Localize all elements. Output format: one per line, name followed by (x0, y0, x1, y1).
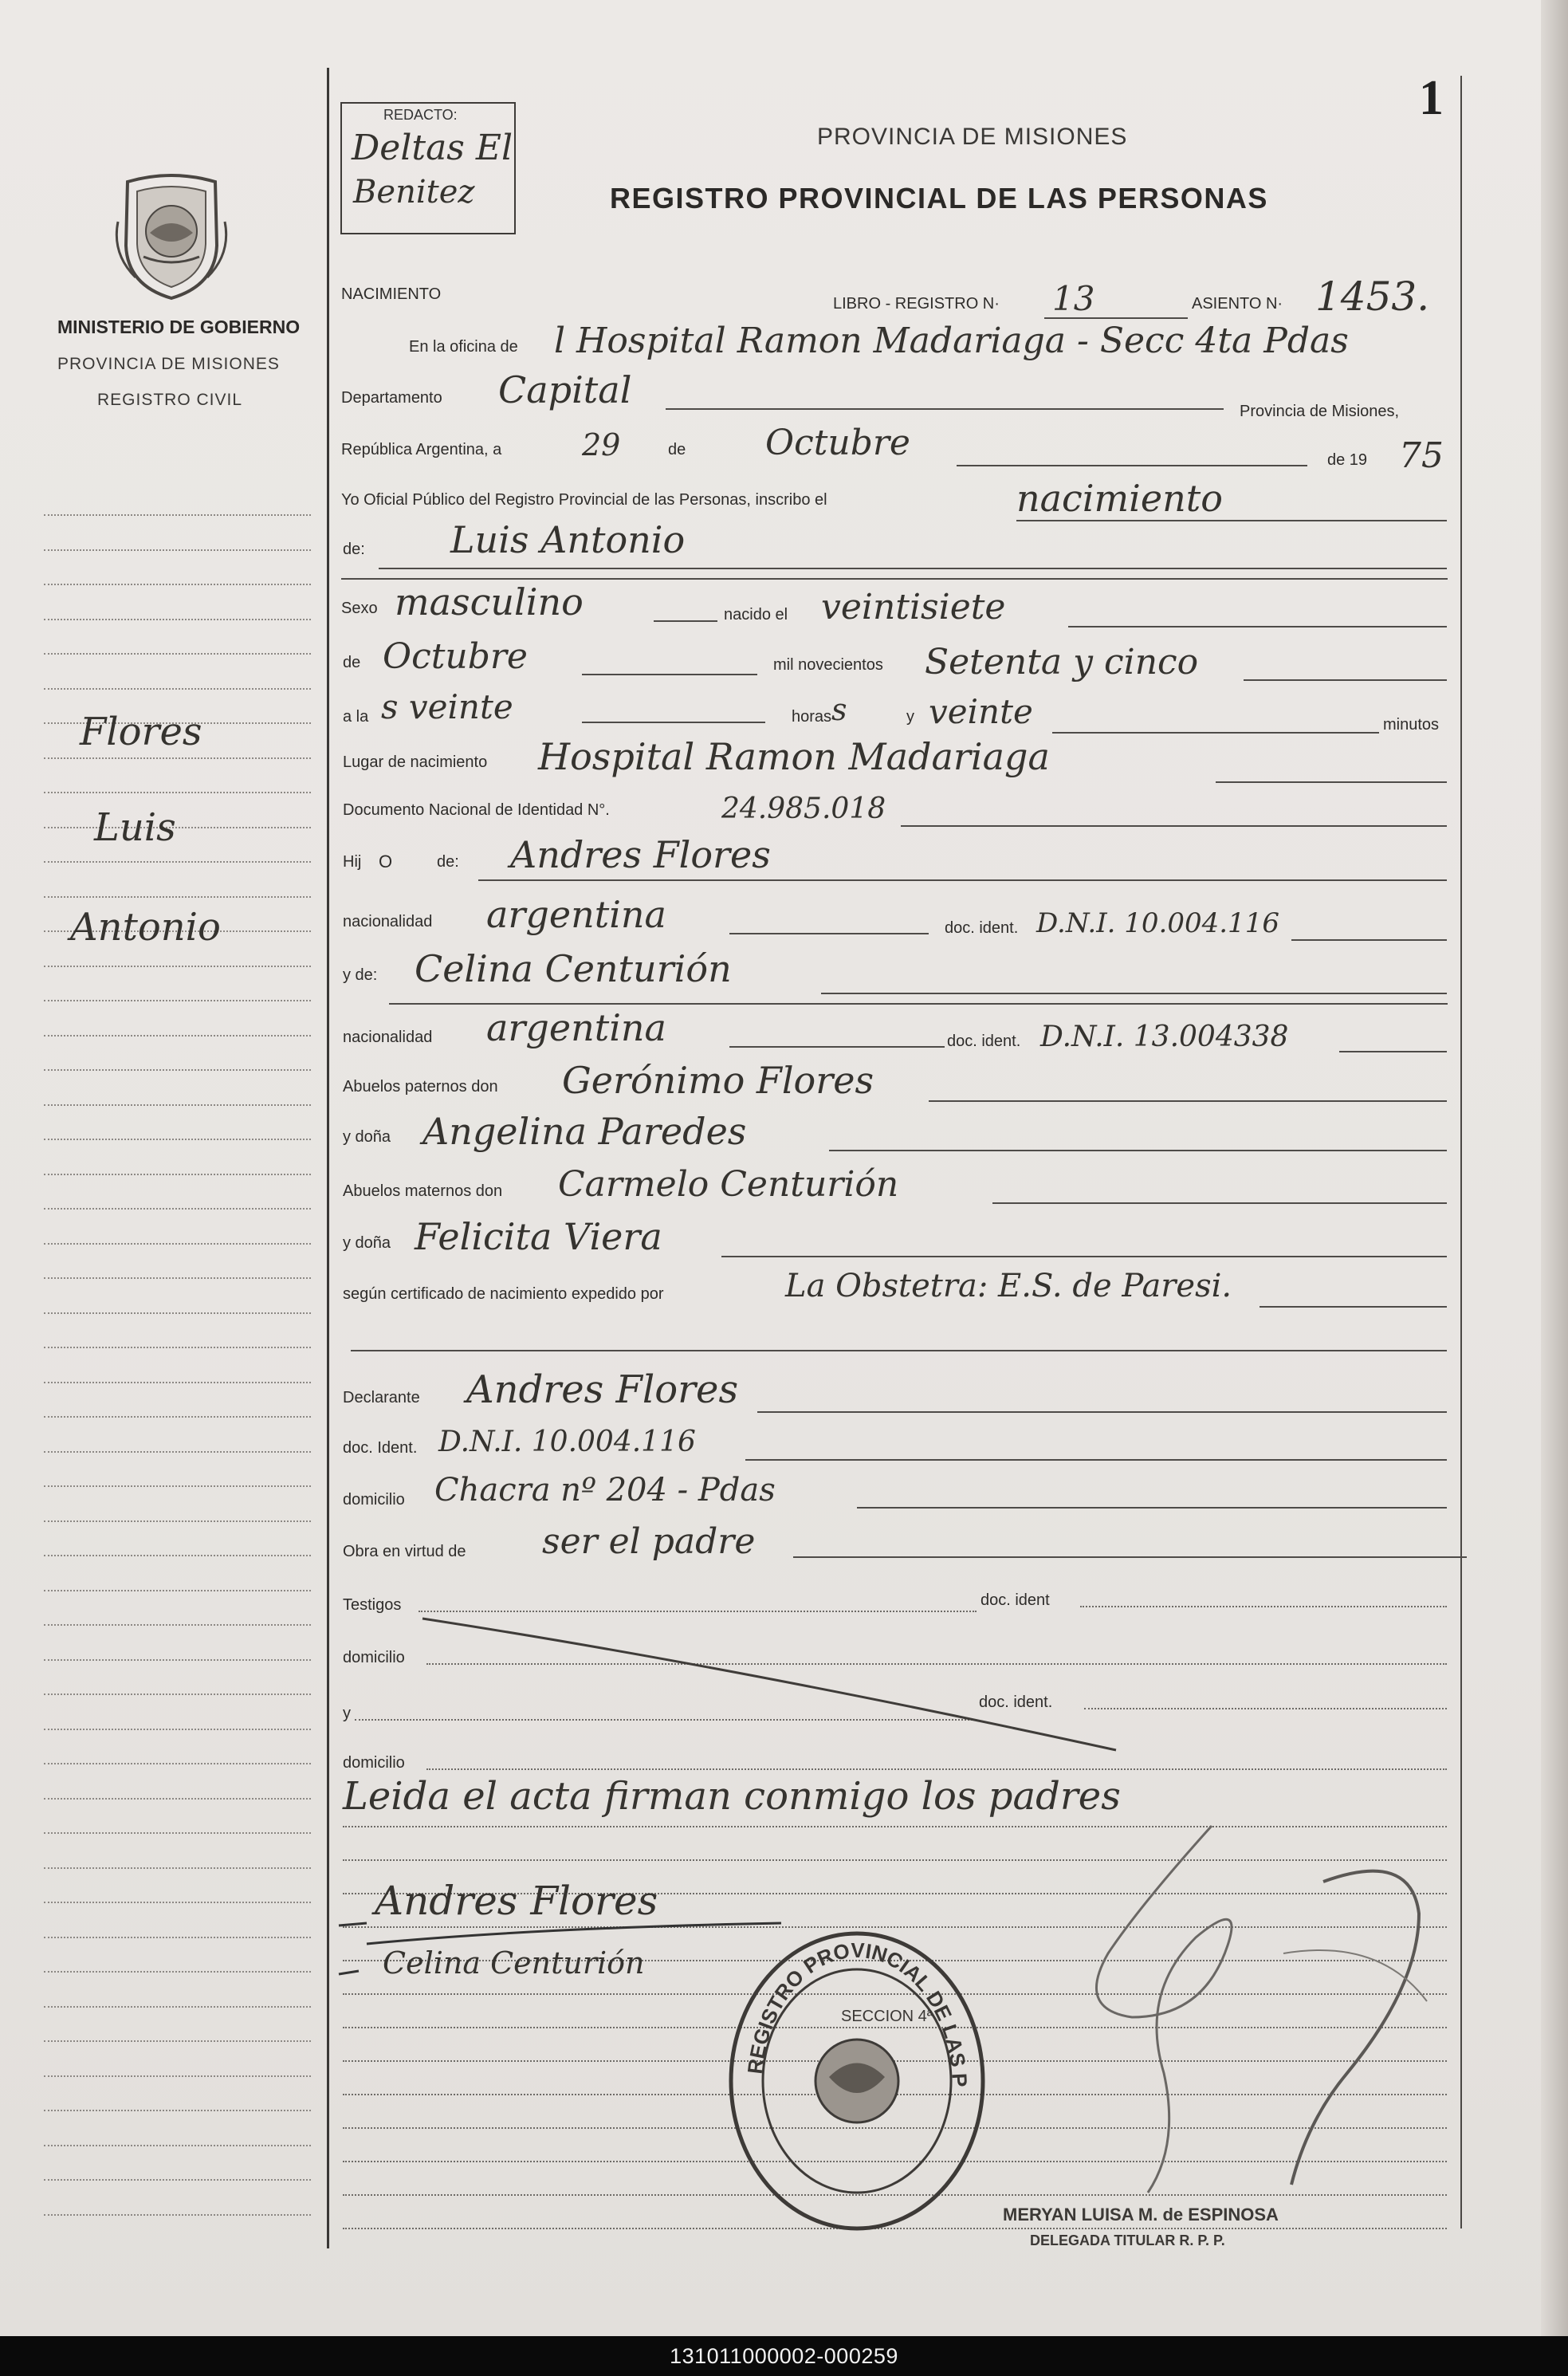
margin-dotted-line (44, 1312, 311, 1314)
de-label: de (668, 441, 686, 458)
departamento-value: Capital (498, 368, 632, 411)
nac2-value: argentina (486, 1006, 666, 1049)
sexo-label: Sexo (341, 600, 378, 617)
y-label: y (906, 708, 914, 726)
domicilio3-label: domicilio (343, 1754, 405, 1772)
de3-label: de (343, 654, 361, 671)
official-signature (1044, 1810, 1459, 2209)
margin-dotted-line (44, 1867, 311, 1869)
mil-label: mil novecientos (773, 656, 883, 674)
asiento-value: 1453. (1315, 273, 1430, 320)
year-value: 75 (1399, 435, 1444, 476)
abuelos-m-label: Abuelos maternos don (343, 1182, 503, 1200)
margin-name2: Antonio (70, 905, 221, 950)
margin-dotted-line (44, 1243, 311, 1245)
right-rule (1460, 76, 1462, 2228)
margin-dotted-line (44, 2110, 311, 2111)
ministry-name: MINISTERIO DE GOBIERNO (57, 317, 301, 337)
margin-dotted-line (44, 2179, 311, 2181)
margin-dotted-line (44, 1763, 311, 1764)
margin-dotted-line (44, 1590, 311, 1591)
margin-dotted-line (44, 1174, 311, 1175)
margin-dotted-line (44, 1520, 311, 1522)
doc1-value: D.N.I. 10.004.116 (1036, 907, 1279, 939)
docident2-label: doc. ident. (979, 1693, 1053, 1711)
month2-value: Octubre (383, 636, 528, 677)
stamp-inner-text: SECCION 4ª (841, 2008, 933, 2025)
provincia-suffix: Provincia de Misiones, (1240, 403, 1400, 420)
margin-dotted-line (44, 2040, 311, 2042)
signature-mother: Celina Centurión (383, 1945, 645, 1981)
abuelo-m-value: Carmelo Centurión (558, 1164, 899, 1205)
ministry-province: PROVINCIA DE MISIONES (57, 355, 280, 373)
day-value: 29 (582, 427, 621, 462)
margin-dotted-line (44, 1832, 311, 1834)
leida-text: Leida el acta firman conmigo los padres (343, 1774, 1121, 1819)
official-name: MERYAN LUISA M. de ESPINOSA (1003, 2205, 1279, 2225)
docdecl-value: D.N.I. 10.004.116 (438, 1426, 696, 1458)
margin-dotted-line (44, 1693, 311, 1695)
abuela-m-value: Felicita Viera (415, 1215, 662, 1258)
minutos-label: minutos (1383, 716, 1440, 734)
madre-value: Celina Centurión (415, 947, 732, 990)
margin-name1: Luis (94, 805, 176, 850)
dni-value: 24.985.018 (721, 793, 886, 825)
margin-dotted-line (44, 1555, 311, 1556)
de2-value: Luis Antonio (450, 518, 686, 561)
obra-label: Obra en virtud de (343, 1543, 466, 1560)
oficial-value: nacimiento (1016, 477, 1223, 520)
domicilio2-label: domicilio (343, 1649, 405, 1666)
departamento-label: Departamento (341, 389, 442, 407)
header-province: PROVINCIA DE MISIONES (817, 124, 1128, 150)
horas-label: horas (792, 708, 832, 726)
lugar-label: Lugar de nacimiento (343, 753, 488, 771)
document-id-bar: 131011000002-000259 (0, 2336, 1568, 2376)
margin-dotted-line (44, 1277, 311, 1279)
margin-dotted-line (44, 896, 311, 898)
a-las-label: a la (343, 708, 369, 726)
testigos-label: Testigos (343, 1596, 402, 1614)
official-title: DELEGADA TITULAR R. P. P. (1030, 2232, 1225, 2248)
obra-value: ser el padre (542, 1521, 756, 1562)
doc1-label: doc. ident. (945, 919, 1019, 937)
asiento-label: ASIENTO N· (1192, 295, 1283, 313)
margin-dotted-line (44, 1347, 311, 1348)
domicilio-label: domicilio (343, 1491, 405, 1509)
margin-dotted-line (44, 2214, 311, 2216)
margin-dotted-line (44, 2145, 311, 2146)
margin-dotted-line (44, 653, 311, 655)
abuelo-p-value: Gerónimo Flores (562, 1059, 874, 1102)
margin-dotted-line (44, 1624, 311, 1626)
margin-rule (327, 68, 329, 2248)
ydona2-label: y doña (343, 1234, 391, 1252)
margin-dotted-line (44, 1104, 311, 1106)
minutos-value: veinte (929, 692, 1033, 731)
certificado-label: según certificado de nacimiento expedido por (343, 1285, 664, 1303)
redacto-line1: Deltas El (352, 128, 513, 168)
nac1-label: nacionalidad (343, 913, 433, 930)
stamp-text: REGISTRO PROVINCIAL DE LAS P (742, 1937, 973, 2088)
margin-dotted-line (44, 1659, 311, 1661)
abuela-p-value: Angelina Paredes (422, 1110, 747, 1153)
docdecl-label: doc. Ident. (343, 1439, 418, 1457)
mil-value: Setenta y cinco (925, 642, 1199, 683)
margin-dotted-line (44, 792, 311, 793)
year-label: de 19 (1327, 451, 1368, 469)
ydona-label: y doña (343, 1128, 391, 1146)
month-value: Octubre (765, 423, 910, 463)
page-number: 1 (1419, 71, 1444, 125)
margin-dotted-line (44, 1798, 311, 1800)
docident-label: doc. ident (980, 1591, 1050, 1609)
margin-dotted-line (44, 1069, 311, 1071)
doc2-value: D.N.I. 13.004338 (1040, 1021, 1289, 1053)
coat-of-arms-icon (112, 174, 231, 305)
certificado-value: La Obstetra: E.S. de Paresi. (785, 1268, 1232, 1304)
margin-dotted-line (44, 688, 311, 690)
declarante-label: Declarante (343, 1389, 420, 1406)
oficina-value: l Hospital Ramon Madariaga - Secc 4ta Pdas (554, 321, 1349, 361)
redacto-line2: Benitez (353, 174, 475, 210)
republica-label: República Argentina, a (341, 441, 502, 458)
margin-dotted-line (44, 2075, 311, 2077)
margin-surname: Flores (80, 710, 202, 754)
redacto-label: REDACTO: (383, 107, 458, 123)
margin-dotted-line (44, 966, 311, 967)
libro-label: LIBRO - REGISTRO N· (833, 295, 1000, 313)
a-las-value: s veinte (381, 687, 513, 726)
hijo-de: de: (437, 853, 459, 871)
nacido-value: veintisiete (821, 587, 1006, 627)
lugar-value: Hospital Ramon Madariaga (538, 735, 1050, 778)
testigos-strike-line (415, 1603, 1132, 1762)
declarante-value: Andres Flores (466, 1367, 739, 1412)
doc2-label: doc. ident. (947, 1033, 1021, 1050)
margin-dotted-line (44, 1416, 311, 1418)
ministry-registry: REGISTRO CIVIL (97, 391, 243, 409)
margin-dotted-line (44, 827, 311, 828)
margin-dotted-line (44, 861, 311, 863)
margin-dotted-line (44, 1485, 311, 1487)
margin-dotted-line (44, 1451, 311, 1453)
domicilio-value: Chacra nº 204 - Pdas (434, 1472, 776, 1509)
sexo-value: masculino (395, 580, 584, 624)
margin-dotted-line (44, 549, 311, 551)
margin-dotted-line (44, 1000, 311, 1001)
yde-label: y de: (343, 966, 378, 984)
section-label: NACIMIENTO (341, 285, 442, 303)
y2-label: y (343, 1705, 351, 1722)
margin-dotted-line (44, 757, 311, 759)
margin-dotted-line (44, 619, 311, 620)
horas-value: s (831, 692, 847, 727)
margin-dotted-line (44, 1902, 311, 1903)
nac1-value: argentina (486, 893, 666, 936)
margin-dotted-line (44, 584, 311, 585)
padre-value: Andres Flores (510, 833, 771, 876)
margin-dotted-line (44, 2006, 311, 2008)
redacto-box (340, 102, 516, 234)
signature-father: Andres Flores (375, 1878, 658, 1924)
margin-dotted-line (44, 514, 311, 516)
dni-label: Documento Nacional de Identidad N°. (343, 801, 610, 819)
page-title: REGISTRO PROVINCIAL DE LAS PERSONAS (610, 182, 1268, 214)
registry-stamp (721, 1914, 992, 2236)
margin-dotted-line (44, 1139, 311, 1140)
de2-label: de: (343, 541, 365, 558)
hijo-label: Hij (343, 853, 362, 871)
abuelos-p-label: Abuelos paternos don (343, 1078, 498, 1096)
margin-dotted-line (44, 1382, 311, 1383)
margin-dotted-line (44, 1937, 311, 1938)
margin-dotted-line (44, 1729, 311, 1730)
libro-value: 13 (1052, 279, 1095, 318)
oficial-text: Yo Oficial Público del Registro Provincial de las Personas, inscribo el (341, 491, 827, 509)
hijo-o: O (379, 852, 393, 871)
margin-dotted-line (44, 1035, 311, 1037)
oficina-label: En la oficina de (409, 338, 518, 356)
nac2-label: nacionalidad (343, 1029, 433, 1046)
nacido-label: nacido el (724, 606, 788, 624)
margin-dotted-line (44, 1208, 311, 1210)
margin-dotted-line (44, 1971, 311, 1973)
